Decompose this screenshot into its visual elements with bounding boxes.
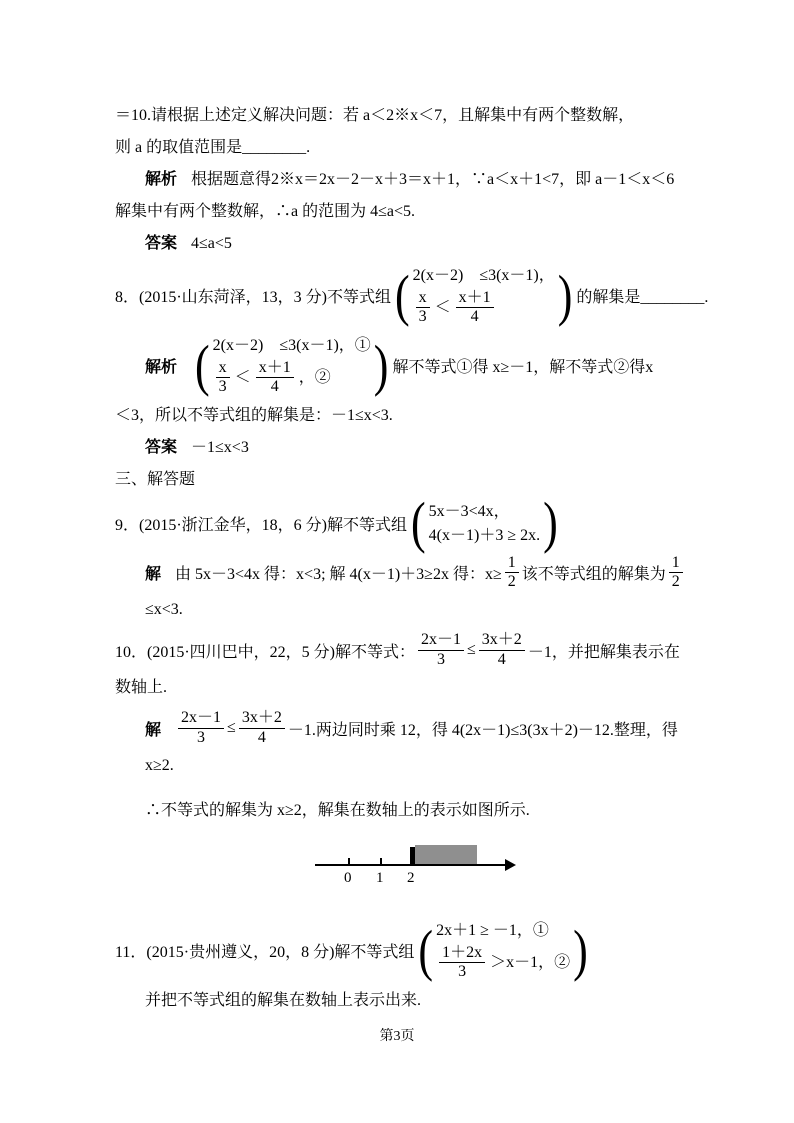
fraction-numerator: 2x－1 xyxy=(418,631,464,650)
fraction xyxy=(456,289,494,327)
p10-head-line2: 数轴上. xyxy=(115,679,168,697)
p7-analysis-text1: 根据题意得2※x＝2x－2－x＋3＝x＋1，∵a＜x＋1<7，即 a－1＜x＜6 xyxy=(191,171,675,188)
p9-head-line xyxy=(115,490,734,555)
tick-label-1: 1 xyxy=(376,869,384,886)
fraction xyxy=(239,709,285,747)
fraction xyxy=(418,631,464,669)
p8-tail: 的解集是________. xyxy=(576,289,709,307)
p8-analysis-system-row1: 2(x－2) ≤3(x－1)，① xyxy=(212,336,371,354)
p11-system-row1: 2x＋1 ≥ －1，① xyxy=(436,921,549,939)
p8-analysis-system xyxy=(195,335,388,397)
p11-system-row2 xyxy=(436,944,570,982)
p8-analysis-system-rows xyxy=(210,335,374,397)
p10-solution-line2: x≥2. xyxy=(145,756,174,774)
p7-analysis-line2: 解集中有两个整数解，∴a 的范围为 4≤a<5. xyxy=(115,203,416,220)
p8-answer-line xyxy=(145,437,734,458)
page-number: 第3页 xyxy=(379,1029,415,1044)
p9-system-rows xyxy=(426,501,543,546)
p8-analysis-line2: ＜3，所以不等式组的解集是：－1≤x<3. xyxy=(115,406,393,424)
p9-head: 9．(2015·浙江金华，18，6 分)解不等式组 xyxy=(115,516,407,534)
p9-system xyxy=(411,490,558,555)
p11-line2: 并把不等式组的解集在数轴上表示出来. xyxy=(145,991,422,1009)
fraction-denominator: 2 xyxy=(507,572,516,590)
axis-arrow-icon xyxy=(505,859,516,871)
p9-system-row1: 5x－3<4x， xyxy=(428,502,510,520)
p8-system-rows xyxy=(410,265,558,327)
fraction xyxy=(669,554,683,592)
p8-head-line xyxy=(115,265,734,327)
p7-answer-value: 4≤a<5 xyxy=(191,235,232,252)
tick-mark-0 xyxy=(348,858,350,866)
p10-head-line xyxy=(115,631,734,669)
p11-system xyxy=(418,920,587,982)
fraction-numerator: 1＋2x xyxy=(439,944,485,963)
tick-label-2: 2 xyxy=(407,869,415,886)
relation-symbol: ＜ xyxy=(234,369,251,387)
p9-system-row2: 4(x－1)＋3 ≥ 2x. xyxy=(428,526,541,544)
p10-conclusion: ∴不等式的解集为 x≥2，解集在数轴上的表示如图所示. xyxy=(145,801,530,819)
p8-answer-value: －1≤x<3 xyxy=(191,438,249,456)
fraction xyxy=(505,554,519,592)
fraction xyxy=(479,631,525,669)
p9-solution-seg1: 由 5x－3<4x 得：x<3; 解 4(x－1)＋3≥2x 得：x≥ xyxy=(175,565,502,583)
tick-label-0: 0 xyxy=(344,869,352,886)
answer-label: 答案 xyxy=(145,235,178,252)
solution-shaded-region xyxy=(415,845,477,864)
fraction-denominator: 4 xyxy=(270,378,279,396)
fraction-numerator: 1 xyxy=(505,554,519,573)
p7-analysis-line1 xyxy=(145,169,734,190)
fraction-denominator: 4 xyxy=(257,728,266,746)
p9-solution-seg2: 该不等式组的解集为 xyxy=(521,565,666,583)
p7-line2: 则 a 的取值范围是________. xyxy=(115,139,311,156)
fraction xyxy=(178,709,224,747)
fraction-denominator: 3 xyxy=(197,728,206,746)
relation-symbol: ＜ xyxy=(434,299,451,317)
tick-mark-1 xyxy=(380,858,382,866)
answer-label: 答案 xyxy=(145,438,178,456)
fraction-numerator: 1 xyxy=(669,554,683,573)
fraction-denominator: 4 xyxy=(470,308,479,326)
p8-head: 8．(2015·山东菏泽，13，3 分)不等式组 xyxy=(115,289,391,307)
fraction-denominator: 2 xyxy=(671,572,680,590)
left-paren-glyph: ( xyxy=(418,918,434,983)
p8-analysis-row2-tail: ，② xyxy=(298,369,331,387)
left-paren-glyph: ( xyxy=(395,263,410,328)
p10-solution-line1 xyxy=(145,709,734,747)
p11-system-rows xyxy=(433,920,573,982)
fraction xyxy=(416,289,430,327)
section-heading: 三、解答题 xyxy=(115,470,196,488)
fraction-denominator: 3 xyxy=(437,650,445,668)
p7-line1: ＝10.请根据上述定义解决问题：若 a＜2※x＜7，且解集中有两个整数解， xyxy=(115,107,635,124)
p8-system-row2 xyxy=(413,289,497,327)
fraction-numerator: x＋1 xyxy=(456,289,494,308)
p8-analysis-tail: 解不等式①得 x≥－1，解不等式②得x xyxy=(392,359,654,377)
right-paren-glyph: ) xyxy=(373,333,389,398)
fraction-denominator: 3 xyxy=(218,378,227,396)
right-paren-glyph: ) xyxy=(557,263,573,328)
relation-symbol: ≤ xyxy=(227,719,236,737)
fraction-numerator: 3x＋2 xyxy=(479,631,525,650)
p8-system xyxy=(395,265,572,327)
p7-answer-line xyxy=(145,233,734,254)
solution-label: 解 xyxy=(145,565,162,583)
solution-label: 解 xyxy=(145,721,162,739)
number-line-figure xyxy=(315,832,525,886)
p10-solution-tail: －1.两边同时乘 12，得 4(2x－1)≤3(3x＋2)－12.整理，得 xyxy=(287,721,678,739)
fraction-denominator: 4 xyxy=(497,650,506,668)
p9-solution-line1 xyxy=(145,554,734,592)
fraction-denominator: 3 xyxy=(418,308,427,326)
p8-analysis-system-row2 xyxy=(213,359,331,397)
analysis-label: 解析 xyxy=(145,171,178,188)
p11-head-line xyxy=(115,920,734,982)
fraction-denominator: 3 xyxy=(458,963,467,981)
p11-head: 11．(2015·贵州遵义，20，8 分)解不等式组 xyxy=(115,944,415,962)
analysis-label: 解析 xyxy=(145,359,178,377)
fraction xyxy=(256,359,294,397)
fraction-numerator: 3x＋2 xyxy=(239,709,285,728)
right-paren-glyph: ) xyxy=(573,918,588,983)
right-paren-glyph: ) xyxy=(543,490,558,555)
relation-symbol: ≤ xyxy=(467,641,476,659)
fraction-numerator: x xyxy=(216,359,230,378)
p10-head-tail: －1，并把解集表示在 xyxy=(527,643,680,661)
p8-analysis-line1 xyxy=(145,335,734,397)
fraction xyxy=(439,944,485,982)
fraction-numerator: x xyxy=(416,289,430,308)
p11-row2-tail: ＞x－1，② xyxy=(490,954,571,972)
fraction xyxy=(216,359,230,397)
p8-system-row1: 2(x－2) ≤3(x－1)， xyxy=(412,267,555,284)
left-paren-glyph: ( xyxy=(411,490,426,555)
fraction-numerator: 2x－1 xyxy=(178,709,224,728)
left-paren-glyph: ( xyxy=(195,333,210,398)
fraction-numerator: x＋1 xyxy=(256,359,294,378)
p9-solution-line2: ≤x<3. xyxy=(145,601,183,619)
p10-head: 10．(2015·四川巴中，22，5 分)解不等式： xyxy=(115,643,415,661)
